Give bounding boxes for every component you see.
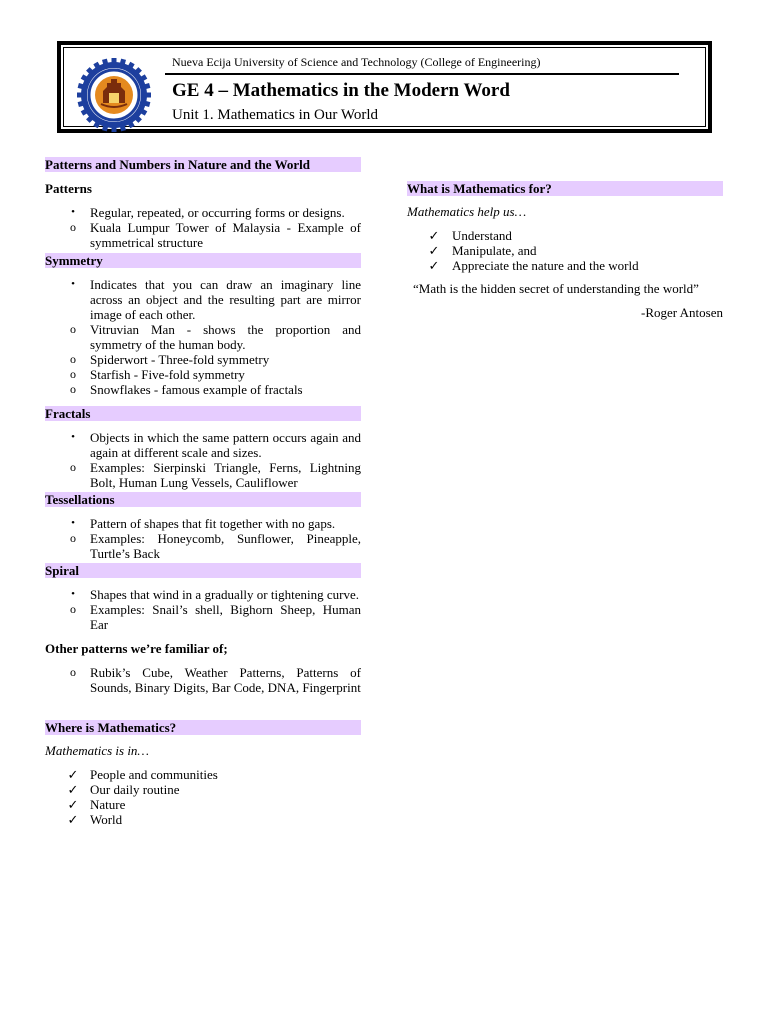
list-item: o Snowflakes - famous example of fractals [45, 382, 361, 397]
list-item: o Vitruvian Man - shows the proportion and symmetry of the human body. [45, 322, 361, 352]
list-item: o Kuala Lumpur Tower of Malaysia - Example of symmetrical structure [45, 220, 361, 250]
check-icon: ✓ [67, 767, 79, 782]
section-heading-tessellations: Tessellations [45, 492, 361, 507]
symmetry-list [45, 277, 361, 397]
list-item: o Starfish - Five-fold symmetry [45, 367, 361, 382]
bullet-circle-icon: o [70, 220, 76, 234]
fractals-list [45, 430, 361, 490]
spiral-list [45, 587, 361, 632]
section-heading-fractals: Fractals [45, 406, 361, 421]
check-icon: ✓ [67, 782, 79, 797]
list-item: ✓ Understand [428, 228, 512, 243]
patterns-list [45, 205, 361, 250]
list-item: • Regular, repeated, or occurring forms or designs. [45, 205, 361, 220]
tessellations-list [45, 516, 361, 561]
list-item: • Indicates that you can draw an imaginary line across an object and the resulting part are mirror image of each other. [45, 277, 361, 322]
check-icon: ✓ [428, 243, 440, 258]
header-rule [165, 73, 679, 75]
list-item: o Spiderwort - Three-fold symmetry [45, 352, 361, 367]
bullet-dot-icon: • [71, 431, 75, 443]
list-item: ✓ Our daily routine [67, 782, 180, 797]
list-item: o Examples: Snail’s shell, Bighorn Sheep, Human Ear [45, 602, 361, 632]
list-item: o Examples: Honeycomb, Sunflower, Pineapple, Turtle’s Back [45, 531, 361, 561]
bullet-dot-icon: • [71, 517, 75, 529]
other-patterns-heading: Other patterns we’re familiar of; [45, 641, 228, 656]
bullet-dot-icon: • [71, 278, 75, 290]
section-heading-patterns-numbers: Patterns and Numbers in Nature and the World [45, 157, 361, 172]
right-column [407, 181, 723, 320]
university-name: Nueva Ecija University of Science and Technology (College of Engineering) [172, 55, 541, 69]
where-list [45, 767, 361, 827]
check-icon: ✓ [67, 812, 79, 827]
what-intro: Mathematics help us… [407, 204, 527, 219]
list-item: ✓ World [67, 812, 123, 827]
list-item: ✓ Appreciate the nature and the world [428, 258, 639, 273]
list-item: o Examples: Sierpinski Triangle, Ferns, Lightning Bolt, Human Lung Vessels, Cauliflower [45, 460, 361, 490]
bullet-circle-icon: o [70, 531, 76, 545]
check-icon: ✓ [428, 258, 440, 273]
check-icon: ✓ [67, 797, 79, 812]
bullet-circle-icon: o [70, 602, 76, 616]
quote-text: “Math is the hidden secret of understanding the world” [413, 281, 699, 296]
bullet-circle-icon: o [70, 382, 76, 396]
bullet-circle-icon: o [70, 665, 76, 679]
section-heading-symmetry: Symmetry [45, 253, 361, 268]
course-title: GE 4 – Mathematics in the Modern Word [172, 80, 510, 101]
bullet-circle-icon: o [70, 367, 76, 381]
left-column [45, 157, 361, 827]
header-inner-border [63, 47, 706, 127]
section-heading-what-for: What is Mathematics for? [407, 181, 723, 196]
list-item: o Rubik’s Cube, Weather Patterns, Patterns of Sounds, Binary Digits, Bar Code, DNA, Fingerprint [45, 665, 361, 695]
list-item: • Shapes that wind in a gradually or tightening curve. [45, 587, 361, 602]
list-item: • Pattern of shapes that fit together with no gaps. [45, 516, 361, 531]
university-seal-icon [76, 57, 152, 133]
list-item: ✓ People and communities [67, 767, 218, 782]
what-list [407, 228, 723, 273]
bullet-dot-icon: • [71, 206, 75, 218]
document-header [57, 41, 712, 133]
where-intro: Mathematics is in… [45, 743, 149, 758]
bullet-circle-icon: o [70, 352, 76, 366]
list-item: ✓ Nature [67, 797, 126, 812]
list-item: • Objects in which the same pattern occurs again and again at different scale and sizes. [45, 430, 361, 460]
section-heading-spiral: Spiral [45, 563, 361, 578]
bullet-dot-icon: • [71, 588, 75, 600]
list-item: ✓ Manipulate, and [428, 243, 537, 258]
other-patterns-list [45, 665, 361, 695]
check-icon: ✓ [428, 228, 440, 243]
bullet-circle-icon: o [70, 322, 76, 336]
section-heading-where: Where is Mathematics? [45, 720, 361, 735]
patterns-heading: Patterns [45, 181, 92, 196]
bullet-circle-icon: o [70, 460, 76, 474]
unit-title: Unit 1. Mathematics in Our World [172, 107, 378, 123]
quote-author: -Roger Antosen [641, 305, 723, 320]
